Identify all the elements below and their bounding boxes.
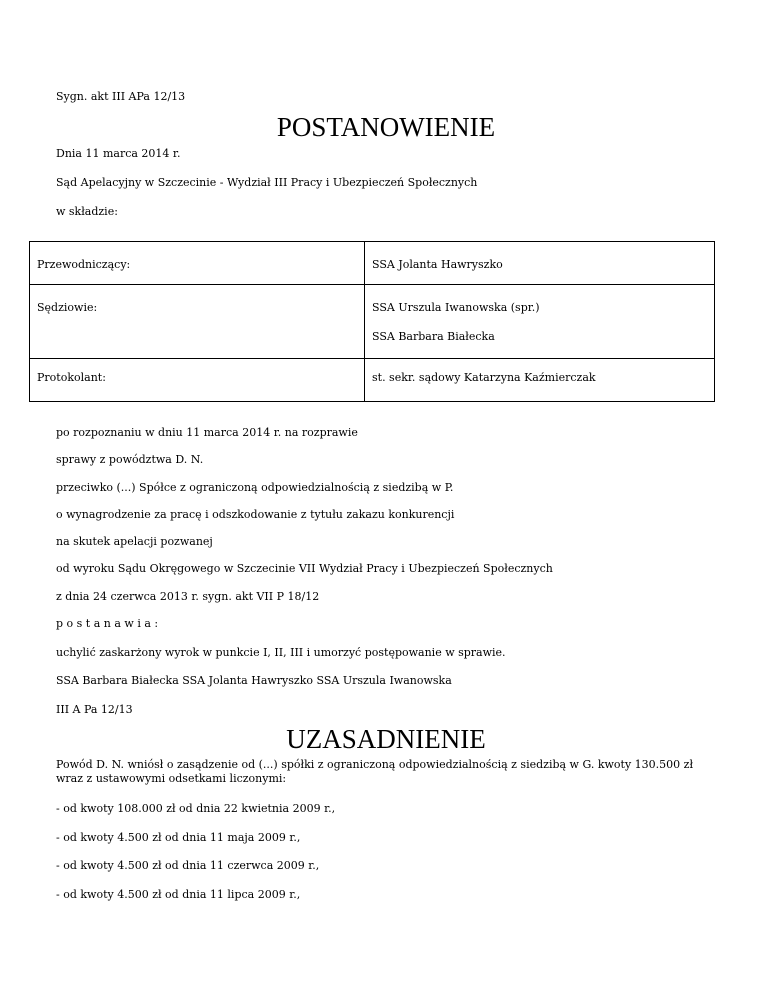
- signatures-line: SSA Barbara Białecka SSA Jolanta Hawryszko SSA Urszula Iwanowska: [56, 674, 452, 687]
- judge-2-name: SSA Barbara Białecka: [372, 330, 495, 343]
- justification-intro: Powód D. N. wniósł o zasądzenie od (...) spółki z ograniczoną odpowiedzialnością z siedzibą w G. kwoty 130.500 zł wraz z ustawowymi odsetkami liczonymi:: [56, 758, 694, 785]
- clerk-label: Protokolant:: [37, 371, 106, 384]
- body-line-6: od wyroku Sądu Okręgowego w Szczecinie VII Wydział Pracy i Ubezpieczeń Społecznych: [56, 562, 553, 575]
- clerk-label-cell: [30, 359, 365, 402]
- body-line-7: z dnia 24 czerwca 2013 r. sygn. akt VII P 18/12: [56, 590, 320, 603]
- case-reference-2: III A Pa 12/13: [56, 703, 133, 716]
- list-item: - od kwoty 4.500 zł od dnia 11 maja 2009 r.,: [56, 831, 301, 844]
- chair-name-cell: [365, 242, 715, 285]
- court-line: Sąd Apelacyjny w Szczecinie - Wydział III Pracy i Ubezpieczeń Społecznych: [56, 176, 478, 189]
- judges-label: Sędziowie:: [37, 301, 98, 314]
- judges-names-cell: [365, 285, 715, 359]
- document-title: POSTANOWIENIE: [276, 112, 496, 142]
- decides-line: p o s t a n a w i a :: [56, 617, 159, 630]
- table-row: [30, 285, 715, 359]
- list-item: - od kwoty 108.000 zł od dnia 22 kwietnia 2009 r.,: [56, 802, 336, 815]
- justification-title: UZASADNIENIE: [286, 724, 486, 754]
- judges-label-cell: [30, 285, 365, 359]
- table-row: [30, 359, 715, 402]
- chair-label-cell: [30, 242, 365, 285]
- body-line-5: na skutek apelacji pozwanej: [56, 535, 213, 548]
- list-item: - od kwoty 4.500 zł od dnia 11 czerwca 2009 r.,: [56, 859, 320, 872]
- chair-name: SSA Jolanta Hawryszko: [372, 258, 503, 271]
- clerk-name: st. sekr. sądowy Katarzyna Kaźmierczak: [372, 371, 596, 384]
- case-reference: Sygn. akt III APa 12/13: [56, 90, 186, 103]
- list-item: - od kwoty 4.500 zł od dnia 11 lipca 2009 r.,: [56, 888, 301, 901]
- court-panel-table: [29, 241, 715, 402]
- table-row: [30, 242, 715, 285]
- date-line: Dnia 11 marca 2014 r.: [56, 147, 181, 160]
- body-line-2: sprawy z powództwa D. N.: [56, 453, 204, 466]
- body-line-4: o wynagrodzenie za pracę i odszkodowanie z tytułu zakazu konkurencji: [56, 508, 455, 521]
- ruling-line: uchylić zaskarżony wyrok w punkcie I, II, III i umorzyć postępowanie w sprawie.: [56, 646, 506, 659]
- body-line-3: przeciwko (...) Spółce z ograniczoną odpowiedzialnością z siedzibą w P.: [56, 481, 454, 494]
- chair-label: Przewodniczący:: [37, 258, 131, 271]
- judge-1-name: SSA Urszula Iwanowska (spr.): [372, 301, 540, 314]
- body-line-1: po rozpoznaniu w dniu 11 marca 2014 r. na rozprawie: [56, 426, 358, 439]
- clerk-name-cell: [365, 359, 715, 402]
- composition-label: w składzie:: [56, 205, 118, 218]
